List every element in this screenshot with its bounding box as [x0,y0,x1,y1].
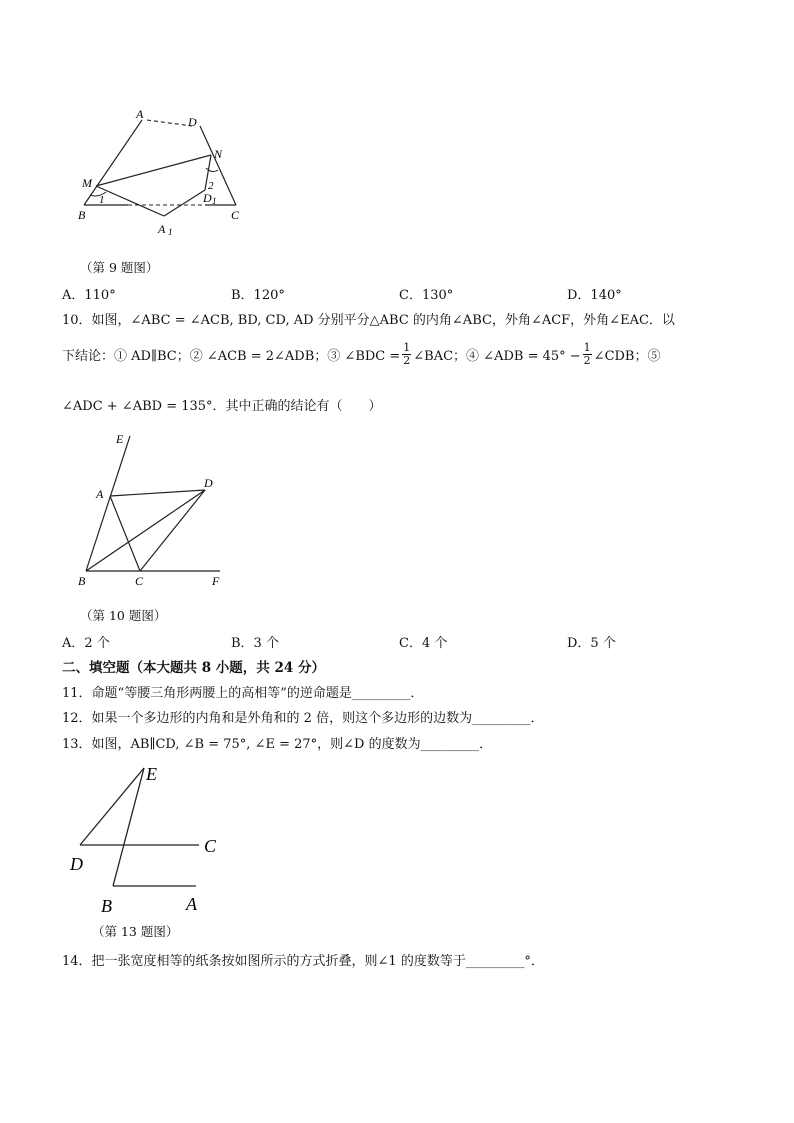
fig13-label-e: E [146,764,157,784]
q10-option-c[interactable]: C．4 个 [399,636,448,651]
fig9-label-angle-2: 2 [208,180,214,192]
q10-fraction-1-denominator: 2 [403,354,411,367]
fig13-label-a: A [186,894,197,914]
figure-9-caption: （第 9 题图） [80,260,159,275]
q14-text: 14．把一张宽度相等的纸条按如图所示的方式折叠，则∠1 的度数等于_________°． [62,954,544,969]
q10-fraction-2-denominator: 2 [583,354,591,367]
q10-line-2-part-b: ∠BAC；④ ∠ADB = 45° − [413,349,581,364]
fig9-a1-d1 [164,190,205,216]
fig9-label-a1: A [158,222,166,236]
fig9-label-n: N [214,147,223,161]
fig10-label-c: C [135,574,144,588]
q12-text: 12．如果一个多边形的内角和是外角和的 2 倍，则这个多边形的边数为_________． [62,711,544,726]
q10-option-a[interactable]: A．2 个 [62,636,110,651]
fig10-ray-be [86,436,130,571]
q11-text: 11．命题“等腰三角形两腰上的高相等”的逆命题是_________． [62,686,424,701]
fig10-segment-cd [140,490,205,571]
fig10-label-a: A [96,487,104,501]
q10-option-b[interactable]: B．3 个 [231,636,279,651]
figure-13 [66,760,236,918]
fig10-label-f: F [212,574,220,588]
fig10-label-b: B [78,574,86,588]
fig13-label-d: D [70,854,83,874]
fig10-segment-ad [110,490,205,496]
fig9-label-angle-1: 1 [99,194,105,206]
q10-line-1: 10．如图，∠ABC = ∠ACB, BD, CD, AD 分别平分△ABC 的内角∠ABC，外角∠ACF，外角∠EAC．以 [62,313,675,328]
fig9-fold-mn [96,155,211,186]
q10-fraction-1-numerator: 1 [403,341,411,354]
q9-option-b[interactable]: B．120° [231,288,285,303]
q10-line-2-part-a: 下结论：① AD∥BC；② ∠ACB = 2∠ADB；③ ∠BDC = [62,349,401,364]
q10-fraction-2-numerator: 1 [583,341,591,354]
fig9-label-d: D [188,115,197,129]
fig9-side-ab [84,120,142,205]
figure-9 [72,100,262,245]
fig9-label-m: M [82,176,92,190]
fig10-segment-bd [86,490,205,571]
fig10-label-e: E [116,432,124,446]
q13-text: 13．如图，AB∥CD, ∠B = 75°, ∠E = 27°，则∠D 的度数为_________． [62,737,493,752]
q9-option-d[interactable]: D．140° [567,288,622,303]
q9-option-c[interactable]: C．130° [399,288,454,303]
q10-line-2-part-c: ∠CDB；⑤ [593,349,661,364]
fig9-label-a1-sub: 1 [168,227,173,237]
section-2-heading: 二、填空题（本大题共 8 小题，共 24 分） [62,660,325,676]
q10-option-d[interactable]: D．5 个 [567,636,616,651]
fig9-label-d1: D [203,191,212,205]
fig9-label-a: A [136,107,144,121]
fig9-label-d1-sub: 1 [212,196,217,206]
q10-line-2 [62,342,661,367]
figure-13-caption: （第 13 题图） [92,924,179,939]
fig9-label-c: C [231,208,240,222]
q10-fraction-2 [583,342,592,367]
fig13-label-c: C [204,836,217,856]
fig13-label-b: B [101,896,112,916]
fig10-label-d: D [204,476,213,490]
figure-10 [72,428,232,593]
fig9-m-a1 [96,186,164,216]
q9-option-a[interactable]: A．110° [62,288,116,303]
figure-10-caption: （第 10 题图） [80,608,167,623]
fig9-top-dashed [147,120,192,126]
fig10-segment-ac [110,496,140,571]
fig9-label-b: B [78,208,86,222]
q10-fraction-1 [402,342,411,367]
q10-line-3: ∠ADC + ∠ABD = 135°．其中正确的结论有（ ） [62,399,382,414]
